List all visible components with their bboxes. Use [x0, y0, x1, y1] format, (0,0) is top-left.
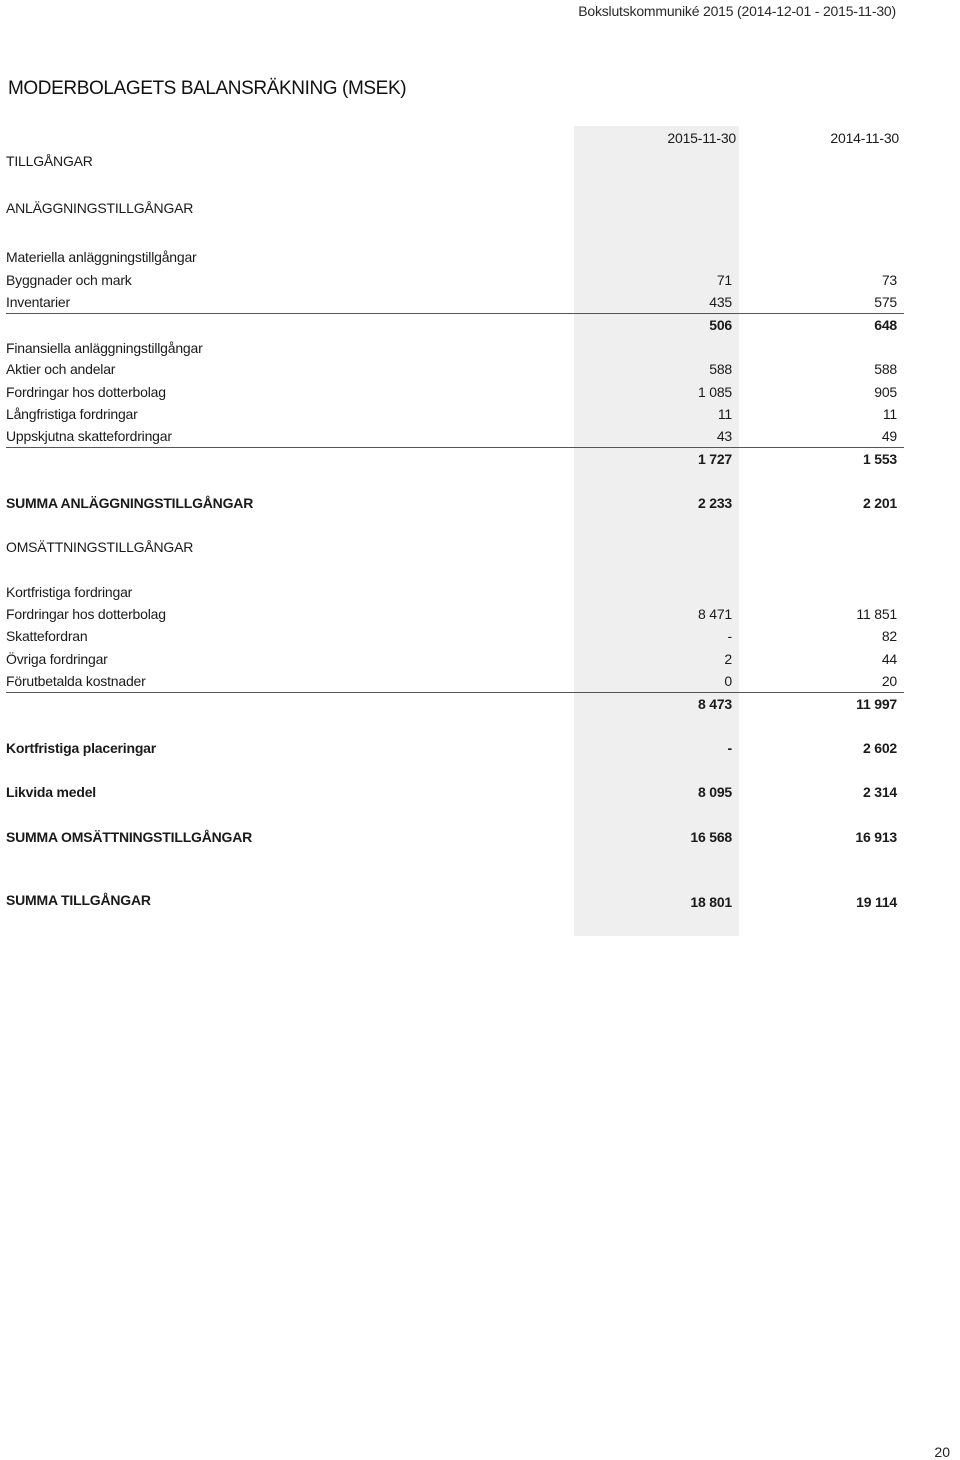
subtotal-row-finansiella — [6, 447, 904, 470]
row-label: Uppskjutna skattefordringar — [6, 428, 172, 444]
row-label: OMSÄTTNINGSTILLGÅNGAR — [6, 539, 194, 555]
value-previous: 11 — [882, 406, 897, 422]
row-label: Skattefordran — [6, 628, 88, 644]
value-previous: 2 602 — [862, 740, 897, 756]
column-header-row — [6, 127, 904, 149]
group-heading-kortfristiga-fordringar — [6, 581, 904, 603]
row-label: SUMMA TILLGÅNGAR — [6, 892, 151, 908]
total-row-tillgangar — [6, 889, 904, 911]
subtotal-row-kortfristiga-fordringar — [6, 692, 904, 715]
value-current: 16 568 — [690, 829, 732, 845]
column-header-previous: 2014-11-30 — [830, 130, 899, 146]
subtotal-row-materiella — [6, 313, 904, 336]
running-header: Bokslutskommuniké 2015 (2014-12-01 - 2015-11-30) — [578, 3, 896, 19]
table-row-fordringar-dotterbolag-2 — [6, 603, 904, 625]
value-previous: 73 — [881, 272, 897, 288]
table-row-inventarier — [6, 291, 904, 313]
row-label: Fordringar hos dotterbolag — [6, 606, 166, 622]
total-row-anlaggningstillgangar — [6, 492, 904, 514]
row-label: SUMMA OMSÄTTNINGSTILLGÅNGAR — [6, 829, 253, 845]
value-previous: 19 114 — [856, 894, 897, 910]
group-heading-materiella — [6, 246, 904, 268]
value-previous: 575 — [874, 294, 897, 310]
row-label: Kortfristiga placeringar — [6, 740, 157, 756]
row-label: Övriga fordringar — [6, 651, 108, 667]
value-previous: 20 — [881, 673, 897, 689]
section-heading-tillgangar — [6, 150, 904, 172]
value-current: 1 727 — [697, 451, 732, 467]
table-row-byggnader — [6, 269, 904, 291]
value-current: - — [727, 628, 732, 644]
table-row-kortfristiga-placeringar — [6, 737, 904, 759]
section-heading-omsattningstillgangar — [6, 536, 904, 558]
value-previous: 11 997 — [856, 696, 897, 712]
value-current: 8 473 — [697, 696, 732, 712]
table-row-aktier — [6, 358, 904, 380]
value-current: 43 — [716, 428, 732, 444]
table-row-langfristiga — [6, 403, 904, 425]
total-row-omsattningstillgangar — [6, 826, 904, 848]
value-current: 8 095 — [697, 784, 732, 800]
value-previous: 16 913 — [855, 829, 897, 845]
row-label: Finansiella anläggningstillgångar — [6, 340, 203, 356]
value-previous: 11 851 — [856, 606, 897, 622]
value-current: 11 — [717, 406, 732, 422]
value-previous: 2 201 — [862, 495, 897, 511]
value-current: 506 — [709, 317, 732, 333]
value-current: 588 — [709, 361, 732, 377]
value-previous: 2 314 — [862, 784, 897, 800]
value-previous: 648 — [874, 317, 897, 333]
column-header-current: 2015-11-30 — [667, 130, 736, 146]
value-current: 0 — [724, 673, 732, 689]
value-previous: 44 — [881, 651, 897, 667]
row-label: SUMMA ANLÄGGNINGSTILLGÅNGAR — [6, 495, 254, 511]
row-label: Långfristiga fordringar — [6, 406, 138, 422]
table-row-likvida-medel — [6, 781, 904, 803]
row-label: Förutbetalda kostnader — [6, 673, 146, 689]
value-previous: 49 — [881, 428, 897, 444]
value-previous: 82 — [881, 628, 897, 644]
value-current: 2 233 — [697, 495, 732, 511]
page-title: MODERBOLAGETS BALANSRÄKNING (MSEK) — [8, 78, 407, 99]
value-current: - — [727, 740, 732, 756]
row-label: TILLGÅNGAR — [6, 153, 93, 169]
value-current: 1 085 — [697, 384, 732, 400]
table-row-fordringar-dotterbolag — [6, 381, 904, 403]
group-heading-finansiella — [6, 337, 904, 359]
value-previous: 1 553 — [862, 451, 897, 467]
value-current: 8 471 — [697, 606, 732, 622]
table-row-skattefordran — [6, 625, 904, 647]
section-heading-anlaggningstillgangar — [6, 197, 904, 219]
row-label: Aktier och andelar — [6, 361, 116, 377]
value-previous: 905 — [874, 384, 897, 400]
value-previous: 588 — [874, 361, 897, 377]
row-label: Fordringar hos dotterbolag — [6, 384, 166, 400]
table-row-ovriga — [6, 648, 904, 670]
page-number: 20 — [934, 1444, 950, 1460]
value-current: 18 801 — [690, 894, 732, 910]
table-row-forutbetalda — [6, 670, 904, 692]
value-current: 435 — [709, 294, 732, 310]
row-label: ANLÄGGNINGSTILLGÅNGAR — [6, 200, 194, 216]
row-label: Materiella anläggningstillgångar — [6, 249, 197, 265]
row-label: Likvida medel — [6, 784, 96, 800]
row-label: Byggnader och mark — [6, 272, 132, 288]
row-label: Inventarier — [6, 294, 70, 310]
value-current: 71 — [716, 272, 732, 288]
value-current: 2 — [724, 651, 732, 667]
table-row-uppskjutna — [6, 425, 904, 447]
row-label: Kortfristiga fordringar — [6, 584, 133, 600]
